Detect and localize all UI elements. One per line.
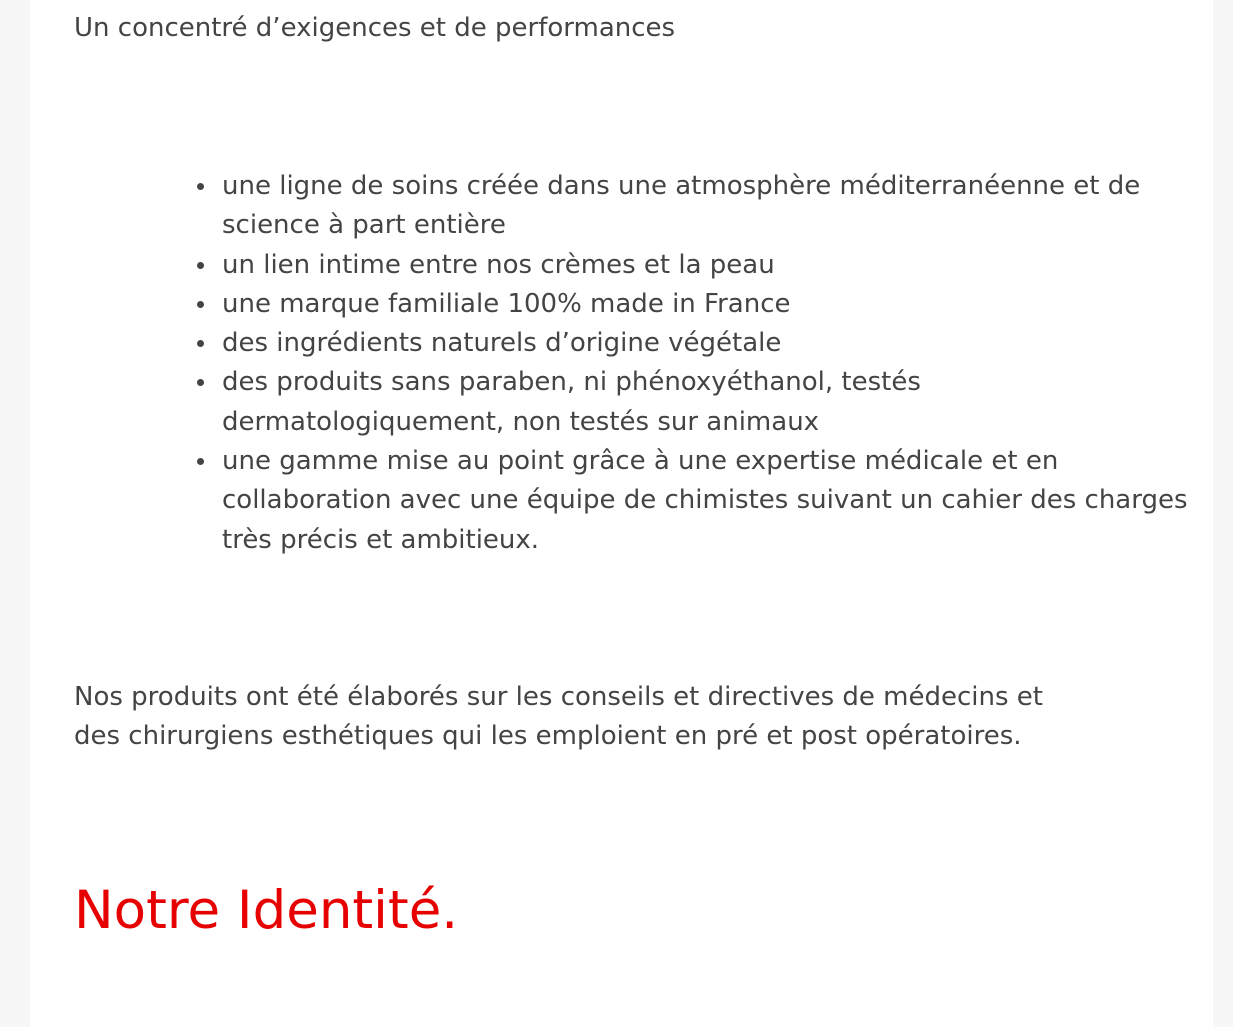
content-card bbox=[30, 0, 1213, 1027]
bullet-icon bbox=[197, 340, 204, 347]
feature-text: une marque familiale 100% made in France bbox=[222, 288, 791, 319]
feature-item-3 bbox=[222, 285, 1197, 324]
intro-tagline: Un concentré d’exigences et de performances bbox=[74, 13, 676, 43]
feature-item-2 bbox=[222, 246, 1197, 285]
feature-text: des ingrédients naturels d’origine végétale bbox=[222, 328, 782, 359]
feature-text: un lien intime entre nos crèmes et la peau bbox=[222, 249, 775, 280]
bullet-icon bbox=[197, 458, 204, 465]
bullet-icon bbox=[197, 183, 204, 190]
bullet-icon bbox=[197, 379, 204, 386]
feature-item-1 bbox=[222, 167, 1197, 246]
bullet-icon bbox=[197, 262, 204, 269]
bullet-icon bbox=[197, 301, 204, 308]
feature-text: une ligne de soins créée dans une atmosphère méditerranéenne et de science à part entière bbox=[222, 171, 1141, 241]
medical-expertise-paragraph: Nos produits ont été élaborés sur les conseils et directives de médecins et des chirurgiens esthétiques qui les emploient en pré et post opératoires. bbox=[74, 682, 1043, 752]
identity-heading: Notre Identité. bbox=[74, 880, 459, 941]
feature-item-6 bbox=[222, 442, 1197, 560]
feature-list bbox=[222, 167, 1197, 560]
feature-item-4 bbox=[222, 324, 1197, 363]
feature-item-5 bbox=[222, 363, 1197, 442]
feature-text: des produits sans paraben, ni phénoxyéthanol, testés dermatologiquement, non testés sur animaux bbox=[222, 367, 921, 437]
feature-text: une gamme mise au point grâce à une expertise médicale et en collaboration avec une équipe de chimistes suivant un cahier des charges très précis et ambitieux. bbox=[222, 446, 1188, 555]
